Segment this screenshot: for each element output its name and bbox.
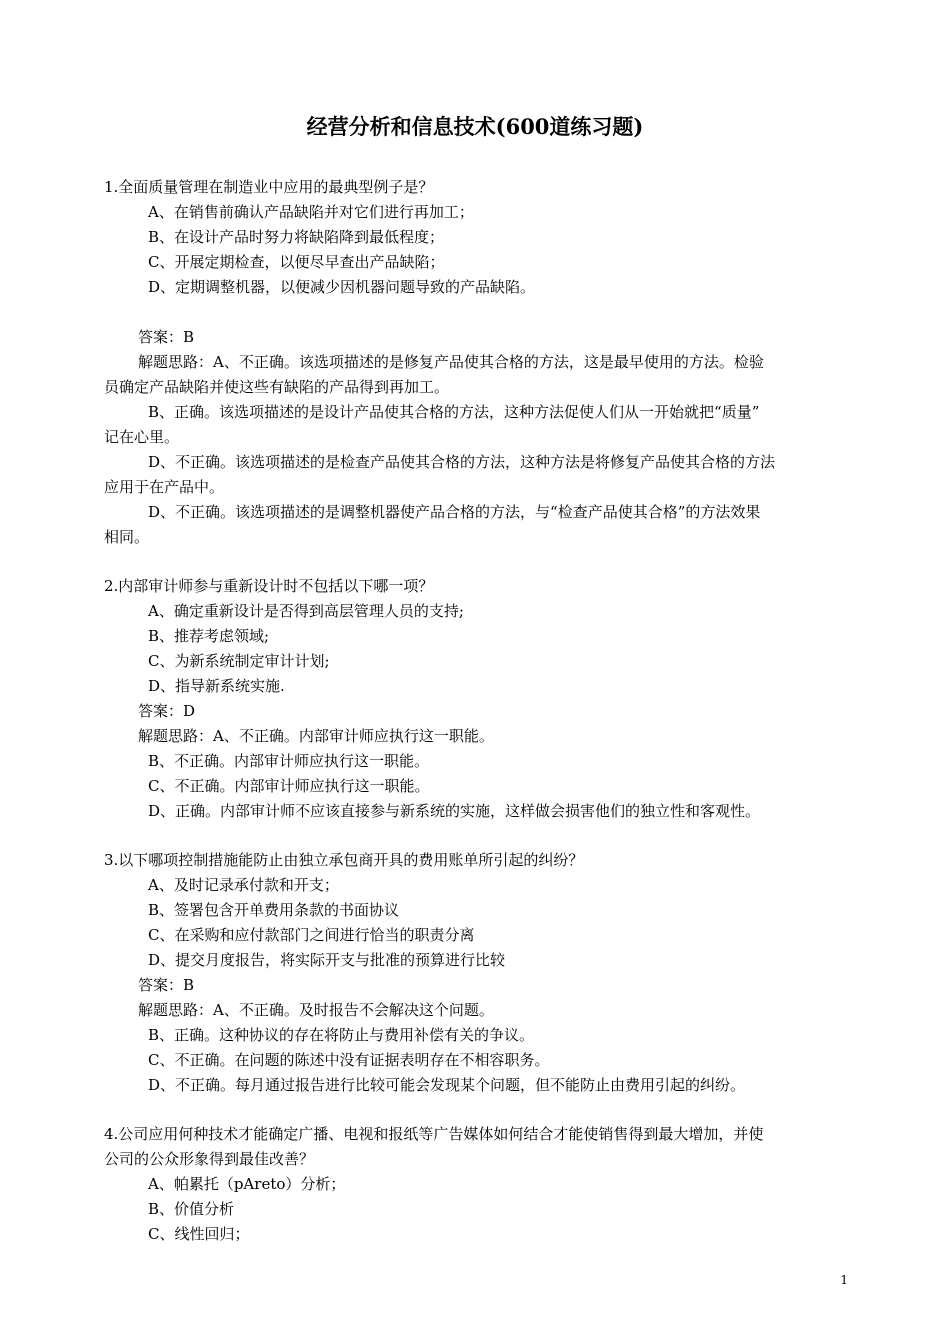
explanation-line: B、正确。该选项描述的是设计产品使其合格的方法，这种方法促使人们从一开始就把“质量”: [148, 403, 760, 421]
answer: 答案：B: [138, 328, 195, 346]
explanation-line: C、不正确。内部审计师应执行这一职能。: [148, 777, 430, 795]
question-stem: 1.全面质量管理在制造业中应用的最典型例子是？: [104, 178, 434, 196]
explanation-line: 应用于在产品中。: [104, 478, 225, 496]
option-b: B、签署包含开单费用条款的书面协议: [148, 901, 400, 919]
answer: 答案：D: [138, 702, 196, 720]
explanation-line: C、不正确。在问题的陈述中没有证据表明存在不相容职务。: [148, 1051, 550, 1069]
explanation-line: 员确定产品缺陷并使这些有缺陷的产品得到再加工。: [104, 378, 450, 396]
explanation-line: D、不正确。每月通过报告进行比较可能会发现某个问题，但不能防止由费用引起的纠纷。: [148, 1076, 746, 1094]
option-b: B、价值分析: [148, 1200, 235, 1218]
document-title: 经营分析和信息技术(600道练习题): [306, 114, 644, 139]
explanation-line: 解题思路：A、不正确。及时报告不会解决这个问题。: [138, 1001, 494, 1019]
explanation-line: 解题思路：A、不正确。该选项描述的是修复产品使其合格的方法，这是最早使用的方法。检验: [138, 353, 764, 371]
explanation-line: 相同。: [104, 528, 150, 546]
option-b: B、在设计产品时努力将缺陷降到最低程度；: [148, 228, 445, 246]
explanation-line: 解题思路：A、不正确。内部审计师应执行这一职能。: [138, 727, 494, 745]
page-number: 1: [840, 1273, 848, 1287]
option-c: C、线性回归；: [148, 1225, 250, 1243]
explanation-line: B、正确。这种协议的存在将防止与费用补偿有关的争议。: [148, 1026, 535, 1044]
explanation-line: D、不正确。该选项描述的是检查产品使其合格的方法，这种方法是将修复产品使其合格的方法: [148, 453, 776, 471]
question-stem: 公司的公众形象得到最佳改善？: [104, 1150, 315, 1168]
option-c: C、开展定期检查，以便尽早查出产品缺陷；: [148, 253, 445, 271]
answer: 答案：B: [138, 976, 195, 994]
option-c: C、在采购和应付款部门之间进行恰当的职责分离: [148, 926, 475, 944]
question-stem: 4.公司应用何种技术才能确定广播、电视和报纸等广告媒体如何结合才能使销售得到最大增加，并使: [104, 1125, 764, 1143]
option-a: A、帕累托（pAreto）分析；: [148, 1175, 346, 1193]
question-stem: 3.以下哪项控制措施能防止由独立承包商开具的费用账单所引起的纠纷？: [104, 851, 584, 869]
question-stem: 2.内部审计师参与重新设计时不包括以下哪一项？: [104, 577, 434, 595]
explanation-line: D、正确。内部审计师不应该直接参与新系统的实施，这样做会损害他们的独立性和客观性。: [148, 802, 761, 820]
option-d: D、指导新系统实施.: [148, 677, 285, 695]
option-c: C、为新系统制定审计计划;: [148, 652, 330, 670]
explanation-line: 记在心里。: [104, 428, 180, 446]
option-a: A、确定重新设计是否得到高层管理人员的支持;: [148, 602, 464, 620]
option-d: D、提交月度报告，将实际开支与批准的预算进行比较: [148, 951, 506, 969]
option-b: B、推荐考虑领域;: [148, 627, 270, 645]
explanation-line: D、不正确。该选项描述的是调整机器使产品合格的方法，与“检查产品使其合格”的方法效果: [148, 503, 761, 521]
option-a: A、及时记录承付款和开支；: [148, 876, 339, 894]
explanation-line: B、不正确。内部审计师应执行这一职能。: [148, 752, 430, 770]
option-a: A、在销售前确认产品缺陷并对它们进行再加工；: [148, 203, 474, 221]
option-d: D、定期调整机器，以便减少因机器问题导致的产品缺陷。: [148, 278, 536, 296]
